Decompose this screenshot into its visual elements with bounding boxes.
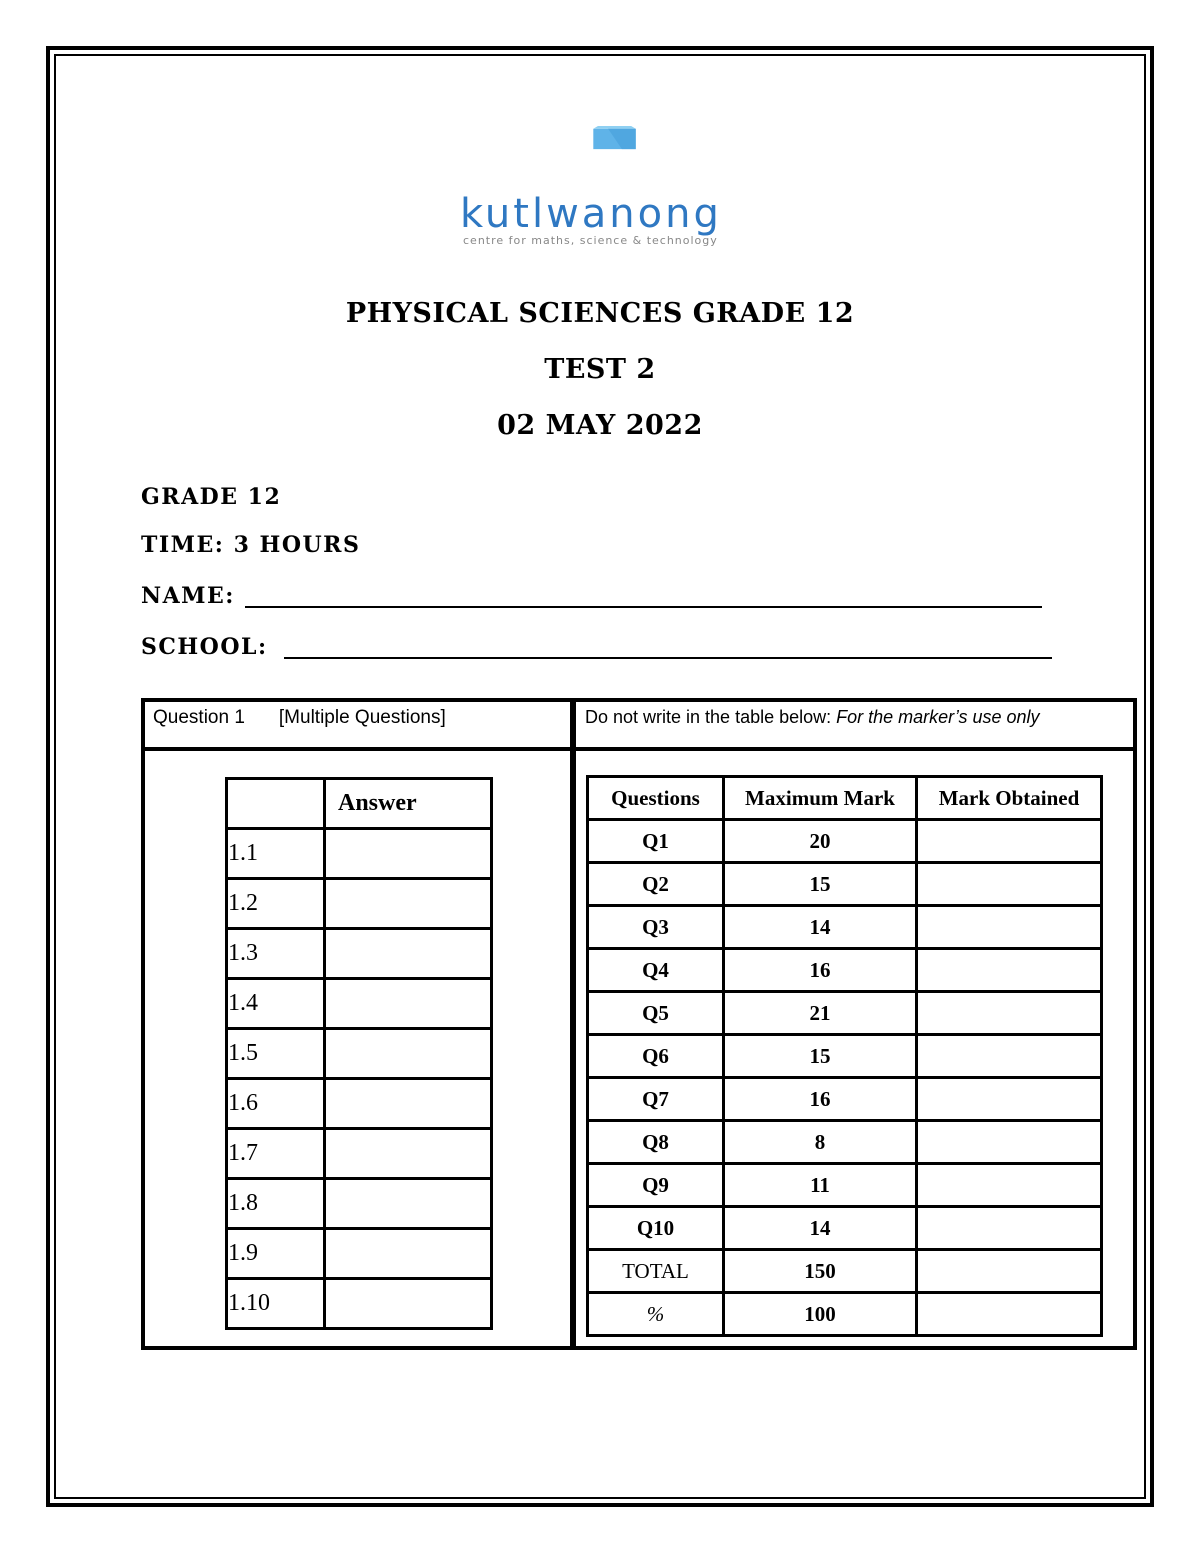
- mark-obtained-cell[interactable]: [917, 1078, 1102, 1121]
- answer-column-header: Answer: [325, 779, 492, 829]
- table-row: [588, 906, 1102, 949]
- test-label: TEST 2: [544, 354, 656, 385]
- answer-cell[interactable]: [325, 879, 492, 929]
- table-row: [588, 863, 1102, 906]
- question-cell: Q5: [588, 992, 724, 1035]
- table-row: 1.4: [227, 979, 492, 1029]
- max-mark-cell: 20: [724, 820, 917, 863]
- max-mark-cell: 16: [724, 949, 917, 992]
- max-mark-cell: 100: [724, 1293, 917, 1336]
- question-cell: Q10: [588, 1207, 724, 1250]
- answer-table-header: [227, 779, 492, 829]
- mark-obtained-cell[interactable]: [917, 906, 1102, 949]
- table-row: [588, 992, 1102, 1035]
- table-row: [588, 1164, 1102, 1207]
- marker-heading: Do not write in the table below: For the marker’s use only: [585, 707, 1040, 727]
- brand-name: kutlwanong: [460, 191, 722, 237]
- max-mark-cell: 150: [724, 1250, 917, 1293]
- question1-heading: Question 1 [Multiple Questions]: [153, 707, 446, 728]
- answer-cell[interactable]: [325, 1179, 492, 1229]
- school-field-line[interactable]: [284, 657, 1052, 659]
- question-cell: Q2: [588, 863, 724, 906]
- table-row: [588, 1078, 1102, 1121]
- table-row: [588, 1121, 1102, 1164]
- mark-obtained-cell[interactable]: [917, 1207, 1102, 1250]
- table-row: 1.10: [227, 1279, 492, 1329]
- table-row: [588, 820, 1102, 863]
- mark-obtained-cell[interactable]: [917, 1121, 1102, 1164]
- mark-obtained-cell[interactable]: [917, 1250, 1102, 1293]
- max-mark-cell: 15: [724, 863, 917, 906]
- marks-table: [586, 775, 1103, 1337]
- table-row: 1.1: [227, 829, 492, 879]
- answer-cell[interactable]: [325, 1229, 492, 1279]
- max-mark-cell: 14: [724, 1207, 917, 1250]
- max-mark-cell: 11: [724, 1164, 917, 1207]
- question-cell: Q6: [588, 1035, 724, 1078]
- mark-obtained-cell[interactable]: [917, 820, 1102, 863]
- school-label: SCHOOL:: [141, 634, 268, 660]
- answer-cell[interactable]: [325, 929, 492, 979]
- answer-cell[interactable]: [325, 1279, 492, 1329]
- answer-cell[interactable]: [325, 979, 492, 1029]
- table-row: 1.9: [227, 1229, 492, 1279]
- max-mark-cell: 14: [724, 906, 917, 949]
- question-cell: %: [588, 1293, 724, 1336]
- table-row: 1.3: [227, 929, 492, 979]
- table-row: 1.8: [227, 1179, 492, 1229]
- table-row: 1.2: [227, 879, 492, 929]
- mark-obtained-cell[interactable]: [917, 949, 1102, 992]
- question1-panel-divider: [141, 747, 574, 751]
- table-row: [588, 1250, 1102, 1293]
- name-field-line[interactable]: [245, 606, 1042, 608]
- question-cell: Q4: [588, 949, 724, 992]
- mark-obtained-cell[interactable]: [917, 1293, 1102, 1336]
- question-cell: Q1: [588, 820, 724, 863]
- time-label: TIME: 3 HOURS: [141, 532, 361, 558]
- table-row: [588, 1293, 1102, 1336]
- answer-cell[interactable]: [325, 1029, 492, 1079]
- question-cell: Q3: [588, 906, 724, 949]
- question-cell: Q7: [588, 1078, 724, 1121]
- brand-tagline: centre for maths, science & technology: [463, 234, 718, 247]
- page-title: PHYSICAL SCIENCES GRADE 12: [345, 298, 855, 329]
- question-cell: TOTAL: [588, 1250, 724, 1293]
- marker-panel-divider: [572, 747, 1137, 751]
- answer-cell[interactable]: [325, 1129, 492, 1179]
- mark-obtained-cell[interactable]: [917, 1035, 1102, 1078]
- max-mark-cell: 21: [724, 992, 917, 1035]
- answer-cell[interactable]: [325, 1079, 492, 1129]
- test-date: 02 MAY 2022: [497, 410, 703, 441]
- table-row: [588, 949, 1102, 992]
- table-row: [588, 1207, 1102, 1250]
- table-row: 1.6: [227, 1079, 492, 1129]
- mark-obtained-cell[interactable]: [917, 1164, 1102, 1207]
- question-cell: Q8: [588, 1121, 724, 1164]
- table-row: [588, 1035, 1102, 1078]
- mark-obtained-cell[interactable]: [917, 863, 1102, 906]
- mark-obtained-cell[interactable]: [917, 992, 1102, 1035]
- max-mark-cell: 8: [724, 1121, 917, 1164]
- max-mark-cell: 16: [724, 1078, 917, 1121]
- question-cell: Q9: [588, 1164, 724, 1207]
- table-row: 1.7: [227, 1129, 492, 1179]
- marks-table-header: Questions Maximum Mark Mark Obtained: [588, 777, 1102, 820]
- table-row: 1.5: [227, 1029, 492, 1079]
- grade-label: GRADE 12: [141, 484, 282, 510]
- answer-table: [225, 777, 493, 1330]
- kutlwanong-logo-cube: [450, 126, 780, 186]
- answer-cell[interactable]: [325, 829, 492, 879]
- name-label: NAME:: [141, 583, 235, 609]
- max-mark-cell: 15: [724, 1035, 917, 1078]
